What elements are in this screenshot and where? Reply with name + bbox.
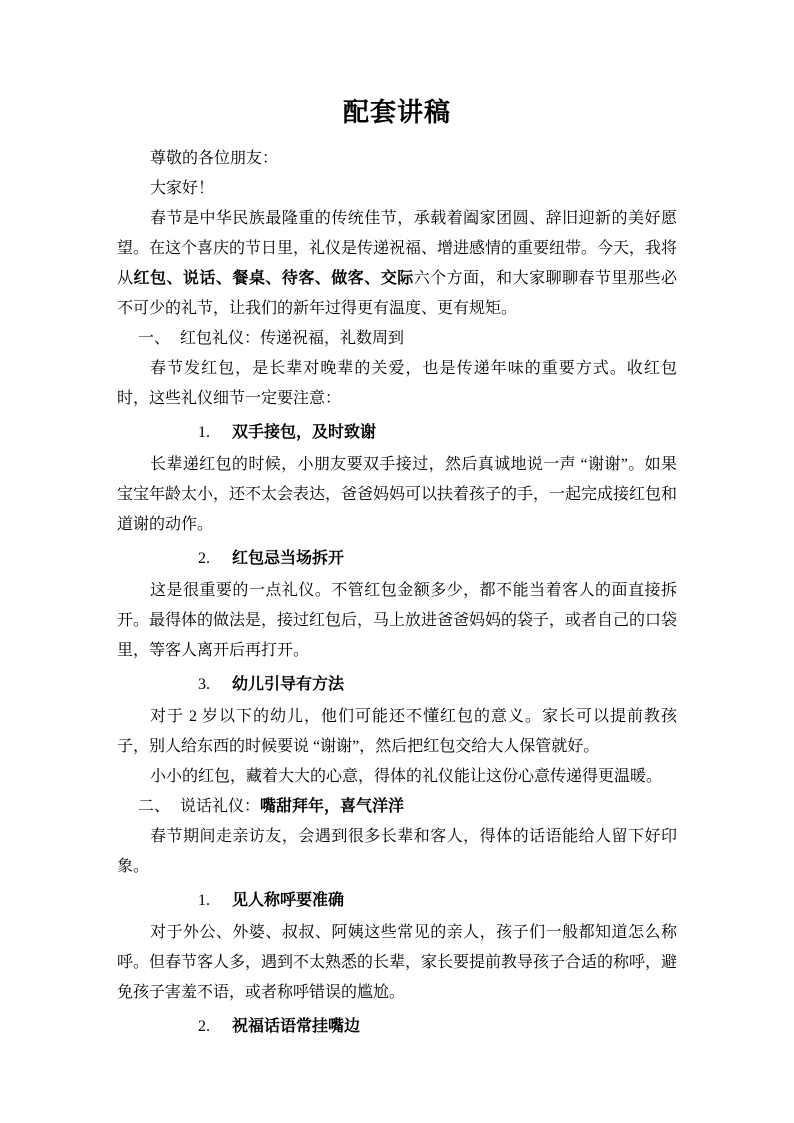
intro-text-after: 六个方面，和大家聊聊春节里那些必不可少的礼节，让我们的新年过得更有温度、更有规矩。 bbox=[117, 270, 677, 317]
section-1-closing-paragraph: 小小的红包，藏着大大的心意，得体的礼仪能让这份心意传递得更温暖。 bbox=[150, 768, 663, 785]
section-2-item-2-title: 祝福话语常挂嘴边 bbox=[232, 1018, 361, 1035]
section-1-item-3-title: 幼儿引导有方法 bbox=[232, 676, 345, 693]
section-2-heading bbox=[117, 792, 677, 822]
section-1-item-2-body: 这是很重要的一点礼仪。不管红包金额多少，都不能当着客人的面直接拆开。最得体的做法是，接过红包后，马上放进爸爸妈妈的袋子，或者自己的口袋里，等客人离开后再打开。 bbox=[117, 582, 678, 659]
document-title: 配套讲稿 bbox=[342, 98, 451, 127]
section-1-item-3-heading bbox=[117, 670, 677, 700]
section-2-title-emphasis: 嘴甜拜年，喜气洋洋 bbox=[260, 798, 405, 815]
section-1-item-1-number: 1. bbox=[198, 424, 210, 441]
section-2-lead-paragraph: 春节期间走亲访友，会遇到很多长辈和客人，得体的话语能给人留下好印象。 bbox=[117, 828, 677, 875]
section-1-item-2-title: 红包忌当场拆开 bbox=[232, 550, 345, 567]
greeting-line: 大家好！ bbox=[150, 180, 215, 197]
intro-text-before: 春节是中华民族最隆重的传统佳节，承载着阖家团圆、辞旧迎新的美好愿望。在这个喜庆的节日里，礼仪是传递祝福、增进感情的重要纽带。今天，我将从 bbox=[117, 210, 678, 287]
section-1-heading bbox=[117, 324, 677, 354]
section-2-title-prefix: 说话礼仪： bbox=[180, 798, 261, 815]
section-2-item-2-heading bbox=[117, 1012, 677, 1042]
section-1-item-2-number: 2. bbox=[198, 550, 210, 567]
intro-emphasis: 红包、说话、餐桌、待客、做客、交际 bbox=[133, 270, 414, 287]
section-2-item-1-number: 1. bbox=[198, 892, 210, 909]
section-2-item-1-title: 见人称呼要准确 bbox=[232, 892, 345, 909]
section-1-item-1-heading bbox=[117, 418, 677, 448]
section-1-number: 一、 bbox=[138, 330, 171, 347]
section-1-lead-paragraph: 春节发红包，是长辈对晚辈的关爱，也是传递年味的重要方式。收红包时，这些礼仪细节一定要注意： bbox=[117, 360, 677, 407]
section-2-item-2-number: 2. bbox=[198, 1018, 210, 1035]
section-1-item-2-heading bbox=[117, 544, 677, 574]
salutation-line: 尊敬的各位朋友： bbox=[150, 150, 279, 167]
intro-paragraph bbox=[117, 204, 677, 324]
section-1-title: 红包礼仪：传递祝福，礼数周到 bbox=[180, 330, 405, 347]
section-1-item-3-body: 对于 2 岁以下的幼儿，他们可能还不懂红包的意义。家长可以提前教孩子，别人给东西的时候要说 “谢谢”，然后把红包交给大人保管就好。 bbox=[117, 708, 677, 755]
section-1-item-1-title: 双手接包，及时致谢 bbox=[232, 424, 377, 441]
section-2-number: 二、 bbox=[138, 798, 171, 815]
section-1-item-3-number: 3. bbox=[198, 676, 210, 693]
section-2-item-1-body: 对于外公、外婆、叔叔、阿姨这些常见的亲人，孩子们一般都知道怎么称呼。但春节客人多，遇到不太熟悉的长辈，家长要提前教导孩子合适的称呼，避免孩子害羞不语，或者称呼错误的尴尬。 bbox=[117, 924, 678, 1001]
section-1-item-1-body: 长辈递红包的时候，小朋友要双手接过，然后真诚地说一声 “谢谢”。如果宝宝年龄太小，还不太会表达，爸爸妈妈可以扶着孩子的手，一起完成接红包和道谢的动作。 bbox=[117, 456, 678, 533]
section-2-item-1-heading bbox=[117, 886, 677, 916]
